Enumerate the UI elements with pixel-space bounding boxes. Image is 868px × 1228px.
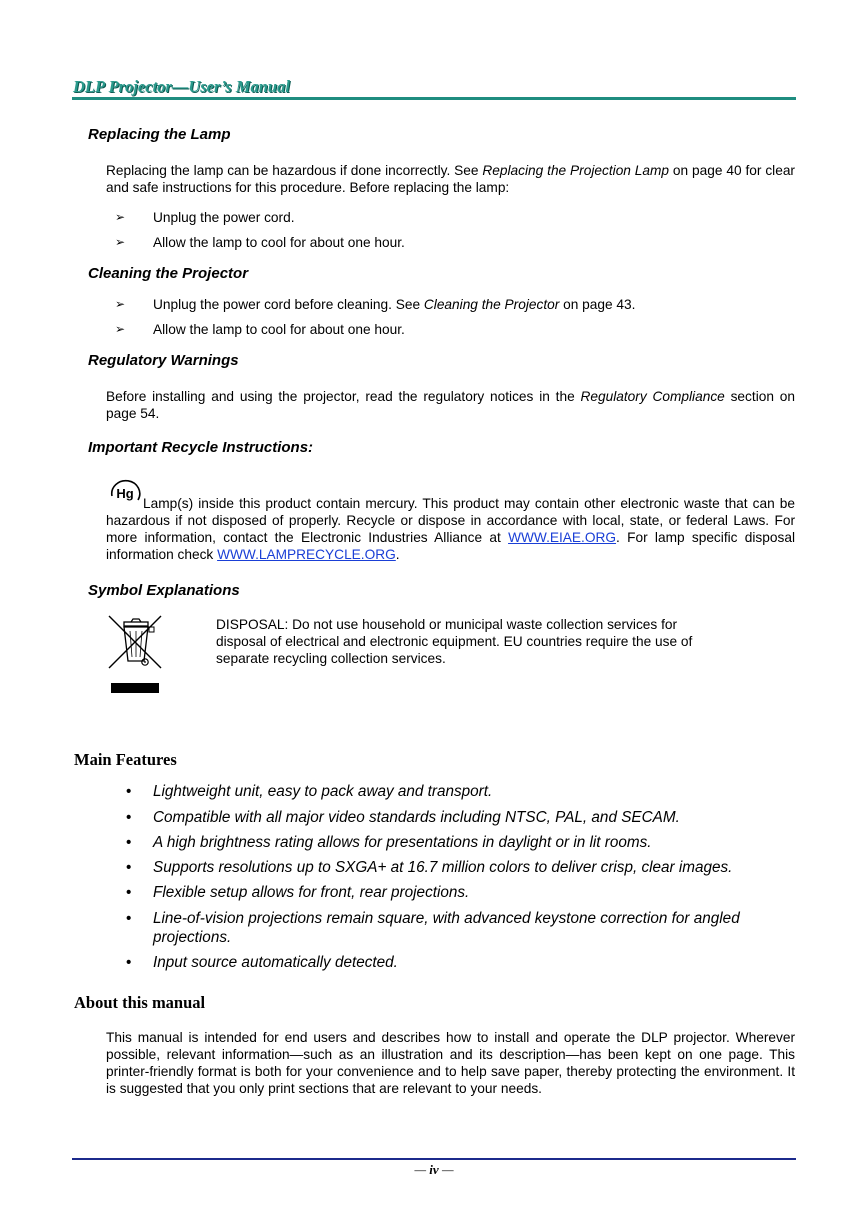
footer-rule (72, 1158, 796, 1160)
list-item: • Flexible setup allows for front, rear projections. (126, 884, 470, 901)
list-item: • A high brightness rating allows for presentations in daylight or in lit rooms. (126, 834, 652, 851)
arrow-bullet-icon: ➢ (115, 235, 126, 249)
list-item: • Input source automatically detected. (126, 954, 398, 971)
symbols-heading: Symbol Explanations (88, 582, 240, 599)
list-item: • Lightweight unit, easy to pack away and transport. (126, 783, 493, 800)
recycle-heading: Important Recycle Instructions: (88, 439, 314, 456)
bullet-dot-icon: • (126, 859, 132, 876)
disposal-text: DISPOSAL: Do not use household or municipal waste collection services for disposal of electrical and electronic equipment. EU countries require the use of separate recycling collection services. (216, 617, 693, 666)
bullet-dot-icon: • (126, 834, 132, 851)
about-heading: About this manual (74, 993, 206, 1012)
replacing-lamp-paragraph: Replacing the lamp can be hazardous if done incorrectly. See Replacing the Projection Lamp on page 40 for clear and safe instructions for this procedure. Before replacing the lamp: (106, 163, 795, 195)
arrow-bullet-icon: ➢ (115, 322, 126, 336)
arrow-bullet-icon: ➢ (115, 210, 126, 224)
bullet-dot-icon: • (126, 884, 132, 901)
list-item: • Line-of-vision projections remain square, with advanced keystone correction for angled projections. (126, 910, 740, 946)
bullet-dot-icon: • (126, 809, 132, 826)
list-item: • Compatible with all major video standards including NTSC, PAL, and SECAM. (126, 809, 680, 826)
page-number: — iv — (414, 1162, 454, 1177)
header-rule (72, 97, 796, 100)
arrow-bullet-icon: ➢ (115, 297, 126, 311)
eiae-link[interactable]: WWW.EIAE.ORG (508, 530, 617, 545)
cleaning-heading: Cleaning the Projector (88, 265, 249, 282)
manual-title: DLP Projector—User’s Manual (73, 77, 290, 96)
bullet-dot-icon: • (126, 783, 132, 800)
svg-text:Hg: Hg (116, 486, 134, 501)
replacing-lamp-heading: Replacing the Lamp (88, 126, 231, 143)
list-item: • Supports resolutions up to SXGA+ at 16.7 million colors to deliver crisp, clear images. (126, 859, 733, 876)
regulatory-heading: Regulatory Warnings (88, 352, 239, 369)
bullet-dot-icon: • (126, 910, 132, 927)
crossed-out-wheelie-bin-icon (107, 613, 165, 695)
regulatory-paragraph: Before installing and using the projector, read the regulatory notices in the Regulatory Compliance section on page 54. (106, 389, 795, 421)
about-paragraph: This manual is intended for end users and describes how to install and operate the DLP projector. Wherever possible, relevant information—such as an illustration and its description—has been kept on one page. This printer-friendly format is both for your convenience and to help save paper, thereby protecting the environment. It is suggested that you only print sections that are relevant to your needs. (106, 1030, 795, 1096)
recycle-paragraph: Lamp(s) inside this product contain mercury. This product may contain other electronic waste that can be hazardous if not disposed of properly. Recycle or dispose in accordance with local, state, or federal Laws. For more information, contact the Electronic Industries Alliance at WWW.EIAE.ORG. For lamp specific disposal information check WWW.LAMPRECYCLE.ORG. (106, 496, 795, 562)
main-features-heading: Main Features (74, 750, 177, 769)
bullet-dot-icon: • (126, 954, 132, 971)
lamprecycle-link[interactable]: WWW.LAMPRECYCLE.ORG (217, 547, 396, 562)
